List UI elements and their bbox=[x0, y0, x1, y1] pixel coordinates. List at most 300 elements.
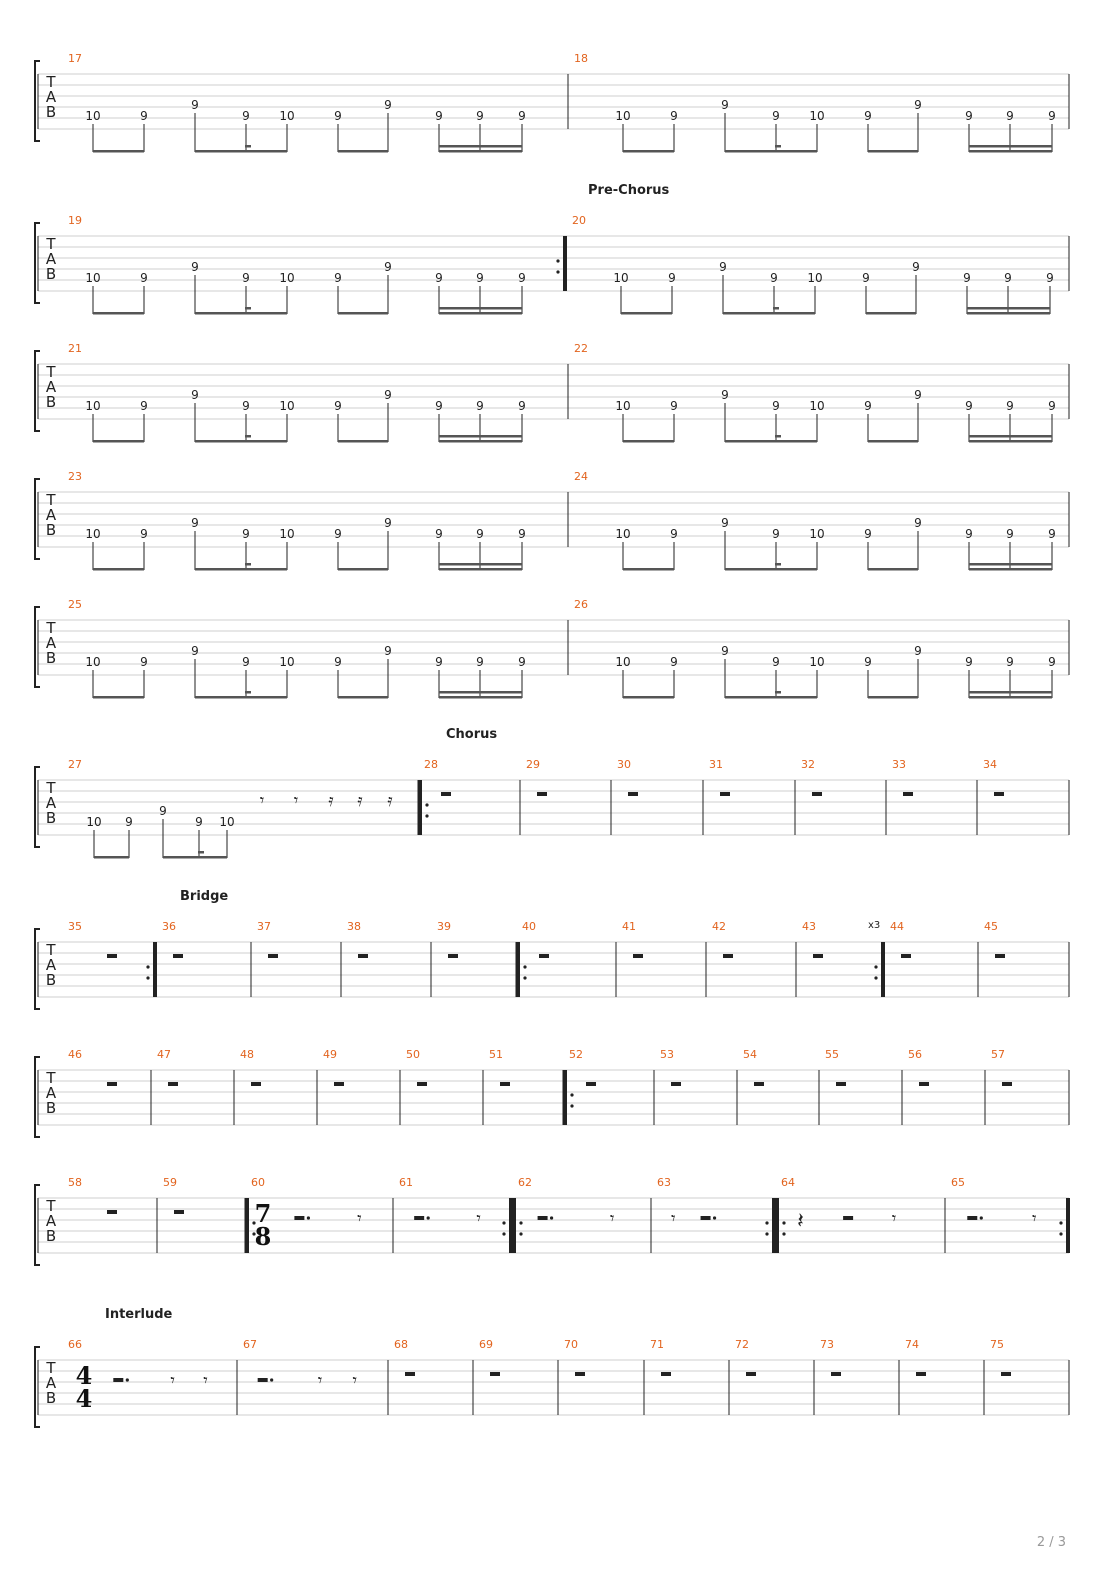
beam-sixteenth-partial bbox=[775, 435, 781, 438]
fret-number: 9 bbox=[435, 655, 443, 669]
fret-number: 9 bbox=[334, 109, 342, 123]
fret-number: 9 bbox=[1004, 271, 1012, 285]
fret-number: 9 bbox=[721, 98, 729, 112]
beam-sixteenth bbox=[439, 307, 522, 310]
measure bbox=[68, 1048, 151, 1125]
tab-staff bbox=[35, 183, 1069, 315]
measure-number: 57 bbox=[991, 1048, 1005, 1061]
fret-number: 10 bbox=[809, 655, 825, 669]
measure bbox=[564, 1338, 644, 1415]
beam-sixteenth bbox=[969, 435, 1052, 438]
repeat-dot bbox=[146, 965, 149, 968]
thick-barline bbox=[1066, 1198, 1070, 1253]
fret-number: 10 bbox=[279, 109, 295, 123]
eighth-rest: 𝄾 bbox=[317, 1371, 323, 1391]
measure bbox=[68, 342, 568, 443]
fret-number: 9 bbox=[191, 516, 199, 530]
fret-number: 9 bbox=[435, 399, 443, 413]
measure bbox=[951, 1176, 1070, 1253]
fret-number: 9 bbox=[384, 388, 392, 402]
measure-number: 60 bbox=[251, 1176, 265, 1189]
tab-clef-letter: B bbox=[45, 971, 57, 989]
fret-number: 9 bbox=[140, 271, 148, 285]
tab-clef-letter: B bbox=[45, 393, 57, 411]
dotted-half-rest bbox=[258, 1378, 268, 1382]
repeat-dot bbox=[1059, 1221, 1062, 1224]
measure-number: 62 bbox=[518, 1176, 532, 1189]
measure bbox=[68, 52, 568, 153]
thick-barline bbox=[881, 942, 885, 997]
measure bbox=[892, 758, 977, 835]
measure bbox=[990, 1338, 1011, 1376]
tab-clef-letter: T bbox=[46, 619, 56, 637]
measure-number: 21 bbox=[68, 342, 82, 355]
measure bbox=[660, 1048, 737, 1125]
measure-number: 35 bbox=[68, 920, 82, 933]
whole-rest bbox=[1002, 1082, 1012, 1086]
measure-number: 63 bbox=[657, 1176, 671, 1189]
repeat-dot bbox=[765, 1232, 768, 1235]
tab-clef-letter: A bbox=[45, 956, 57, 974]
fret-number: 9 bbox=[140, 109, 148, 123]
eighth-rest: 𝄾 bbox=[203, 1371, 208, 1391]
measure bbox=[162, 920, 251, 997]
beam bbox=[725, 696, 817, 699]
tab-staff bbox=[35, 470, 1069, 571]
tab-clef-letter: B bbox=[45, 649, 57, 667]
measure bbox=[526, 758, 611, 835]
measure bbox=[574, 342, 1056, 443]
fret-number: 9 bbox=[721, 516, 729, 530]
measure-number: 58 bbox=[68, 1176, 82, 1189]
fret-number: 9 bbox=[476, 399, 484, 413]
tab-clef-letter: B bbox=[45, 1099, 57, 1117]
fret-number: 9 bbox=[965, 109, 973, 123]
beam-sixteenth bbox=[969, 691, 1052, 694]
measure bbox=[68, 1338, 237, 1415]
repeat-dot bbox=[523, 976, 526, 979]
tab-clef-letter: B bbox=[45, 265, 57, 283]
eighth-rest: 𝄾 bbox=[476, 1209, 481, 1229]
beam-sixteenth-partial bbox=[775, 691, 781, 694]
beam bbox=[94, 856, 129, 859]
fret-number: 9 bbox=[518, 399, 526, 413]
beam bbox=[623, 150, 674, 153]
beam bbox=[623, 440, 674, 443]
repeat-dot bbox=[570, 1093, 573, 1096]
whole-rest bbox=[586, 1082, 596, 1086]
measure bbox=[437, 920, 516, 997]
whole-rest bbox=[107, 954, 117, 958]
whole-rest bbox=[251, 1082, 261, 1086]
measure bbox=[735, 1338, 814, 1415]
repeat-dot bbox=[425, 803, 428, 806]
whole-rest bbox=[720, 792, 730, 796]
fret-number: 9 bbox=[1006, 399, 1014, 413]
measure bbox=[572, 214, 1054, 315]
beam bbox=[439, 440, 522, 443]
measure bbox=[68, 214, 567, 315]
measure-number: 70 bbox=[564, 1338, 578, 1351]
beam bbox=[969, 696, 1052, 699]
measure bbox=[243, 1338, 388, 1415]
whole-rest bbox=[405, 1372, 415, 1376]
repeat-dot bbox=[523, 965, 526, 968]
beam bbox=[439, 150, 522, 153]
whole-rest bbox=[107, 1210, 117, 1214]
thick-barline bbox=[245, 1198, 249, 1253]
beam bbox=[725, 150, 817, 153]
measure-number: 22 bbox=[574, 342, 588, 355]
fret-number: 9 bbox=[476, 527, 484, 541]
whole-rest bbox=[174, 1210, 184, 1214]
fret-number: 10 bbox=[615, 527, 631, 541]
fret-number: 9 bbox=[159, 804, 167, 818]
fret-number: 10 bbox=[613, 271, 629, 285]
repeat-dot bbox=[556, 259, 559, 262]
beam bbox=[338, 440, 388, 443]
section-label: Chorus bbox=[446, 727, 498, 742]
repeat-dot bbox=[570, 1104, 573, 1107]
measure bbox=[574, 52, 1056, 153]
whole-rest bbox=[916, 1372, 926, 1376]
tab-staff bbox=[35, 727, 1069, 859]
fret-number: 9 bbox=[864, 399, 872, 413]
measure-number: 17 bbox=[68, 52, 82, 65]
fret-number: 10 bbox=[807, 271, 823, 285]
tab-clef-letter: B bbox=[45, 1227, 57, 1245]
beam bbox=[93, 150, 144, 153]
measure-number: 71 bbox=[650, 1338, 664, 1351]
measure-number: 18 bbox=[574, 52, 588, 65]
fret-number: 9 bbox=[518, 527, 526, 541]
time-sig-top: 7 bbox=[254, 1199, 272, 1228]
beam bbox=[93, 568, 144, 571]
dotted-half-rest bbox=[113, 1378, 123, 1382]
beam-sixteenth bbox=[439, 435, 522, 438]
measure-number: 69 bbox=[479, 1338, 493, 1351]
thick-barline bbox=[563, 236, 567, 291]
fret-number: 9 bbox=[242, 399, 250, 413]
fret-number: 9 bbox=[384, 98, 392, 112]
measure-number: 26 bbox=[574, 598, 588, 611]
whole-rest bbox=[358, 954, 368, 958]
measure-number: 73 bbox=[820, 1338, 834, 1351]
fret-number: 10 bbox=[219, 815, 235, 829]
quarter-rest: 𝄽 bbox=[797, 1209, 804, 1234]
fret-number: 9 bbox=[864, 655, 872, 669]
tab-staff bbox=[35, 1048, 1069, 1137]
fret-number: 9 bbox=[384, 516, 392, 530]
beam bbox=[195, 150, 287, 153]
measure bbox=[905, 1338, 984, 1415]
fret-number: 9 bbox=[965, 655, 973, 669]
fret-number: 9 bbox=[242, 271, 250, 285]
whole-rest bbox=[633, 954, 643, 958]
measure bbox=[479, 1338, 558, 1415]
measure bbox=[983, 758, 1004, 796]
fret-number: 9 bbox=[1006, 655, 1014, 669]
measure-number: 52 bbox=[569, 1048, 583, 1061]
fret-number: 9 bbox=[1006, 527, 1014, 541]
beam bbox=[439, 696, 522, 699]
fret-number: 9 bbox=[518, 655, 526, 669]
beam-sixteenth bbox=[439, 691, 522, 694]
fret-number: 9 bbox=[242, 527, 250, 541]
whole-rest bbox=[168, 1082, 178, 1086]
repeat-dot bbox=[502, 1232, 505, 1235]
thick-barline bbox=[153, 942, 157, 997]
fret-number: 10 bbox=[85, 399, 101, 413]
fret-number: 9 bbox=[476, 109, 484, 123]
tab-clef-letter: T bbox=[46, 73, 56, 91]
fret-number: 9 bbox=[719, 260, 727, 274]
whole-rest bbox=[417, 1082, 427, 1086]
fret-number: 9 bbox=[914, 516, 922, 530]
measure bbox=[68, 470, 568, 571]
fret-number: 9 bbox=[864, 109, 872, 123]
sixteenth-rest: 𝄿 bbox=[387, 791, 393, 811]
tab-clef-letter: T bbox=[46, 1069, 56, 1087]
beam bbox=[967, 312, 1050, 315]
measure-number: 30 bbox=[617, 758, 631, 771]
repeat-dot bbox=[502, 1221, 505, 1224]
measure bbox=[617, 758, 703, 835]
measure-number: 68 bbox=[394, 1338, 408, 1351]
fret-number: 9 bbox=[334, 655, 342, 669]
whole-rest bbox=[268, 954, 278, 958]
beam bbox=[195, 312, 287, 315]
fret-number: 9 bbox=[772, 527, 780, 541]
beam bbox=[439, 312, 522, 315]
beam bbox=[439, 568, 522, 571]
measure-number: 36 bbox=[162, 920, 176, 933]
fret-number: 10 bbox=[279, 527, 295, 541]
beam bbox=[338, 150, 388, 153]
measure bbox=[240, 1048, 317, 1125]
rest-dot bbox=[550, 1216, 553, 1219]
thick-barline bbox=[418, 780, 422, 835]
measure-number: 74 bbox=[905, 1338, 919, 1351]
beam-sixteenth-partial bbox=[775, 563, 781, 566]
thick-barline bbox=[775, 1198, 779, 1253]
measure bbox=[825, 1048, 902, 1125]
whole-rest bbox=[903, 792, 913, 796]
fret-number: 10 bbox=[615, 655, 631, 669]
measure-number: 72 bbox=[735, 1338, 749, 1351]
measure bbox=[394, 1338, 473, 1415]
fret-number: 9 bbox=[864, 527, 872, 541]
sixteenth-rest: 𝄿 bbox=[328, 791, 334, 811]
fret-number: 10 bbox=[279, 399, 295, 413]
measure-number: 25 bbox=[68, 598, 82, 611]
fret-number: 9 bbox=[125, 815, 133, 829]
measure-number: 38 bbox=[347, 920, 361, 933]
beam bbox=[338, 568, 388, 571]
fret-number: 9 bbox=[772, 655, 780, 669]
fret-number: 9 bbox=[772, 109, 780, 123]
measure-number: 27 bbox=[68, 758, 82, 771]
fret-number: 9 bbox=[1048, 655, 1056, 669]
measure-number: 53 bbox=[660, 1048, 674, 1061]
fret-number: 10 bbox=[85, 527, 101, 541]
measure-number: 23 bbox=[68, 470, 82, 483]
beam bbox=[163, 856, 227, 859]
whole-rest bbox=[813, 954, 823, 958]
thick-barline bbox=[516, 942, 520, 997]
measure-number: 33 bbox=[892, 758, 906, 771]
fret-number: 10 bbox=[85, 655, 101, 669]
measure-number: 39 bbox=[437, 920, 451, 933]
measure-number: 66 bbox=[68, 1338, 82, 1351]
measure-number: 40 bbox=[522, 920, 536, 933]
measure bbox=[991, 1048, 1012, 1086]
fret-number: 9 bbox=[1048, 109, 1056, 123]
measure-number: 34 bbox=[983, 758, 997, 771]
fret-number: 10 bbox=[615, 109, 631, 123]
fret-number: 9 bbox=[670, 655, 678, 669]
rest-dot bbox=[427, 1216, 430, 1219]
beam bbox=[338, 312, 388, 315]
repeat-dot bbox=[874, 965, 877, 968]
rest-dot bbox=[270, 1378, 273, 1381]
beam bbox=[969, 150, 1052, 153]
beam-sixteenth bbox=[439, 563, 522, 566]
eighth-rest: 𝄾 bbox=[352, 1371, 358, 1391]
fret-number: 9 bbox=[1048, 399, 1056, 413]
time-sig-bottom: 8 bbox=[254, 1222, 272, 1251]
measure bbox=[574, 470, 1056, 571]
rest-dot bbox=[126, 1378, 129, 1381]
whole-rest bbox=[441, 792, 451, 796]
repeat-dot bbox=[146, 976, 149, 979]
fret-number: 9 bbox=[334, 271, 342, 285]
tab-staff bbox=[35, 342, 1069, 443]
fret-number: 9 bbox=[772, 399, 780, 413]
measure-number: 32 bbox=[801, 758, 815, 771]
fret-number: 9 bbox=[670, 109, 678, 123]
half-rest bbox=[843, 1216, 853, 1220]
tab-clef-letter: B bbox=[45, 1389, 57, 1407]
fret-number: 9 bbox=[191, 260, 199, 274]
fret-number: 9 bbox=[242, 109, 250, 123]
thick-barline bbox=[512, 1198, 516, 1253]
page-number: 2 / 3 bbox=[1036, 1535, 1066, 1550]
fret-number: 9 bbox=[140, 399, 148, 413]
measure bbox=[775, 1176, 945, 1253]
beam bbox=[868, 568, 918, 571]
whole-rest bbox=[812, 792, 822, 796]
dotted-half-rest bbox=[967, 1216, 977, 1220]
fret-number: 10 bbox=[85, 109, 101, 123]
whole-rest bbox=[173, 954, 183, 958]
repeat-dot bbox=[519, 1232, 522, 1235]
beam bbox=[195, 440, 287, 443]
eighth-rest: 𝄾 bbox=[293, 791, 299, 811]
measure bbox=[68, 598, 568, 699]
repeat-dot bbox=[425, 814, 428, 817]
measure-number: 29 bbox=[526, 758, 540, 771]
measure bbox=[516, 920, 616, 997]
fret-number: 9 bbox=[721, 644, 729, 658]
fret-number: 9 bbox=[435, 109, 443, 123]
beam bbox=[866, 312, 916, 315]
fret-number: 9 bbox=[476, 655, 484, 669]
sixteenth-rest: 𝄿 bbox=[357, 791, 363, 811]
beam bbox=[93, 440, 144, 443]
beam bbox=[338, 696, 388, 699]
section-label: Bridge bbox=[180, 889, 229, 904]
measure-number: 28 bbox=[424, 758, 438, 771]
fret-number: 9 bbox=[862, 271, 870, 285]
tab-clef-letter: A bbox=[45, 794, 57, 812]
fret-number: 9 bbox=[384, 644, 392, 658]
fret-number: 9 bbox=[1048, 527, 1056, 541]
eighth-rest: 𝄾 bbox=[609, 1209, 615, 1229]
measure bbox=[512, 1176, 651, 1253]
fret-number: 10 bbox=[615, 399, 631, 413]
repeat-dot bbox=[874, 976, 877, 979]
measure-number: 56 bbox=[908, 1048, 922, 1061]
measure bbox=[908, 1048, 985, 1125]
measure-number: 43 bbox=[802, 920, 816, 933]
rest-dot bbox=[307, 1216, 310, 1219]
repeat-dot bbox=[556, 270, 559, 273]
whole-rest bbox=[994, 792, 1004, 796]
beam-sixteenth bbox=[969, 563, 1052, 566]
tab-staff bbox=[35, 1176, 1070, 1265]
measure-number: 31 bbox=[709, 758, 723, 771]
fret-number: 10 bbox=[279, 655, 295, 669]
fret-number: 9 bbox=[914, 644, 922, 658]
measure-number: 75 bbox=[990, 1338, 1004, 1351]
time-sig-top: 4 bbox=[75, 1361, 93, 1390]
whole-rest bbox=[539, 954, 549, 958]
fret-number: 10 bbox=[809, 399, 825, 413]
beam-sixteenth-partial bbox=[245, 145, 251, 148]
measure bbox=[743, 1048, 819, 1125]
beam bbox=[868, 150, 918, 153]
fret-number: 9 bbox=[242, 655, 250, 669]
measure-number: 61 bbox=[399, 1176, 413, 1189]
beam bbox=[623, 568, 674, 571]
tab-clef-letter: A bbox=[45, 506, 57, 524]
beam bbox=[195, 696, 287, 699]
tab-clef-letter: A bbox=[45, 88, 57, 106]
fret-number: 9 bbox=[191, 644, 199, 658]
tab-clef-letter: A bbox=[45, 1212, 57, 1230]
measure bbox=[157, 1048, 234, 1125]
repeat-dot bbox=[782, 1221, 785, 1224]
beam bbox=[723, 312, 815, 315]
measure bbox=[68, 758, 418, 859]
measure-number: 19 bbox=[68, 214, 82, 227]
whole-rest bbox=[575, 1372, 585, 1376]
fret-number: 9 bbox=[518, 109, 526, 123]
measure-number: 45 bbox=[984, 920, 998, 933]
beam bbox=[969, 440, 1052, 443]
whole-rest bbox=[919, 1082, 929, 1086]
whole-rest bbox=[671, 1082, 681, 1086]
measure-number: 67 bbox=[243, 1338, 257, 1351]
beam-sixteenth-partial bbox=[198, 851, 204, 854]
measure-number: 64 bbox=[781, 1176, 795, 1189]
tab-clef-letter: T bbox=[46, 779, 56, 797]
beam-sixteenth-partial bbox=[775, 145, 781, 148]
fret-number: 9 bbox=[195, 815, 203, 829]
time-sig-bottom: 4 bbox=[75, 1384, 93, 1413]
measure bbox=[323, 1048, 400, 1125]
